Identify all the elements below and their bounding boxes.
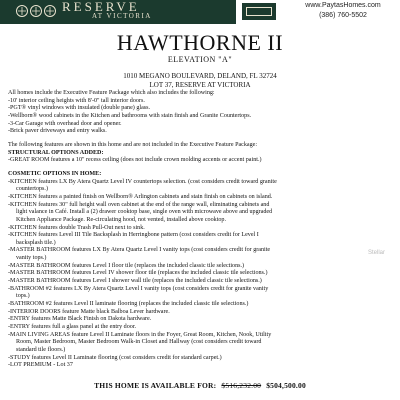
feature-line: -3-Car Garage with overhead door and opener.	[8, 120, 122, 127]
feature-line: -KITCHEN features LX By Atera Quartz Level IV countertops selection. (cost considers credit toward granite	[8, 178, 277, 185]
feature-line: -STUDY features Level II Laminate flooring (cost considers credit for standard carpet.)	[8, 354, 222, 361]
feature-line: The following features are shown in this home and are not included in the Executive Feature Package:	[8, 141, 258, 148]
feature-line: -LOT PREMIUM - Lot 37	[8, 362, 73, 369]
address-line: 1010 MEGANO BOULEVARD, DELAND, FL 32724	[123, 72, 277, 80]
elevation-label: ELEVATION "A"	[167, 55, 233, 64]
feature-line: -INTERIOR DOORS feature Matte black Balboa Lever hardware.	[8, 308, 170, 315]
feature-line: countertops.)	[16, 186, 48, 193]
feature-line: vanity tops.)	[16, 255, 47, 262]
brand-subtitle: AT VICTORIA	[92, 12, 152, 20]
sale-price: $504,500.00	[266, 381, 306, 390]
feature-line: light valance in Café. Install a (2) drawer cooktop base, single oven with microwave above and upgraded	[16, 209, 273, 216]
feature-line: -GREAT ROOM features a 10" recess ceiling (does not include crown molding accents or accent paint.)	[8, 157, 262, 164]
brand-bar	[0, 0, 236, 24]
feature-line: -KITCHEN features a painted finish on Wellborn® Arlington cabinets and stain finish on cabinets on island.	[8, 193, 273, 200]
watermark: Stellar	[368, 250, 386, 256]
website-link[interactable]: www.PaytasHomes.com	[305, 2, 381, 9]
feature-line: -BATHROOM #2 features LX By Atera Quartz Level I vanity tops (cost considers credit for granite vanity	[8, 285, 269, 292]
feature-line: Room, Master Bedroom, Master Bedroom Walk-in Closet and Hallway (cost considers credit toward	[16, 339, 262, 346]
feature-line: -MASTER BATHROOM features Level I shower wall tile (replaces the included classic tile selections.)	[8, 278, 262, 285]
feature-line: -KITCHEN features 30" full height wall oven cabinet at the end of the range wall, eliminating cabinets and	[8, 201, 270, 208]
original-price: $516,232.00	[221, 381, 262, 390]
feature-line: -Wellborn® wood cabinets in the Kitchen and bathrooms with stain finish and Granite Countertops.	[8, 112, 252, 119]
price-line	[0, 381, 400, 390]
feature-line: -PGT® vinyl windows with insulated (double pane) glass.	[8, 105, 151, 112]
feature-line: -KITCHEN features Level III Tile Backsplash in Herringbone pattern (cost considers credit for Level I	[8, 232, 259, 239]
address-block	[0, 72, 400, 90]
header	[0, 0, 400, 24]
feature-line: -MASTER BATHROOM features Level I floor tile (replaces the included classic tile selections.)	[8, 262, 245, 269]
feature-line: -MASTER BATHROOM features Level IV shower floor tile (replaces the included classic tile selections.)	[8, 270, 268, 277]
page-title: HAWTHORNE II	[116, 30, 284, 55]
feature-line: All homes include the Executive Feature Package which also includes the following:	[8, 90, 215, 96]
feature-line: Kitchen Appliance Package. Re-circulating hood, not vented, installed above cooktop.	[16, 216, 227, 223]
feature-line: standard tile floors.)	[16, 347, 66, 353]
feature-description	[8, 90, 392, 370]
phone-number: (386) 760-5502	[319, 12, 367, 19]
feature-line: -ENTRY features Matte Black Finish on Dakota hardware.	[8, 316, 152, 323]
feature-line: -ENTRY features full a glass panel at the entry door.	[8, 324, 137, 331]
lot-line: LOT 37, RESERVE AT VICTORIA	[149, 81, 251, 89]
section-heading: STRUCTURAL OPTIONS ADDED:	[8, 149, 104, 156]
feature-line: tops.)	[16, 293, 30, 300]
feature-line: -MAIN LIVING AREAS feature Level II Laminate floors in the Foyer, Great Room, Kitchen, Nook, Utility	[8, 331, 272, 338]
feature-line: -Brick paver driveways and entry walks.	[8, 128, 107, 135]
price-label: THIS HOME IS AVAILABLE FOR:	[94, 381, 217, 390]
builder-logo-icon	[236, 0, 284, 24]
feature-line: -MASTER BATHROOM features LX By Atera Quartz Level I vanity tops (cost considers credit for granite	[8, 247, 271, 254]
feature-line: backsplash tile.)	[16, 239, 56, 246]
feature-line: -BATHROOM #2 features Level II laminate flooring (replaces the included classic tile selections.)	[8, 301, 249, 308]
community-logo-icon	[14, 3, 58, 19]
feature-line: -10' interior ceiling heights with 8'-0" tall interior doors.	[8, 97, 145, 104]
feature-line: -KITCHEN features double Trash Pull-Out next to sink.	[8, 224, 145, 231]
contact-info	[290, 1, 396, 21]
section-heading: COSMETIC OPTIONS IN HOME:	[8, 170, 102, 177]
brand-name: RESERVE	[62, 0, 140, 14]
